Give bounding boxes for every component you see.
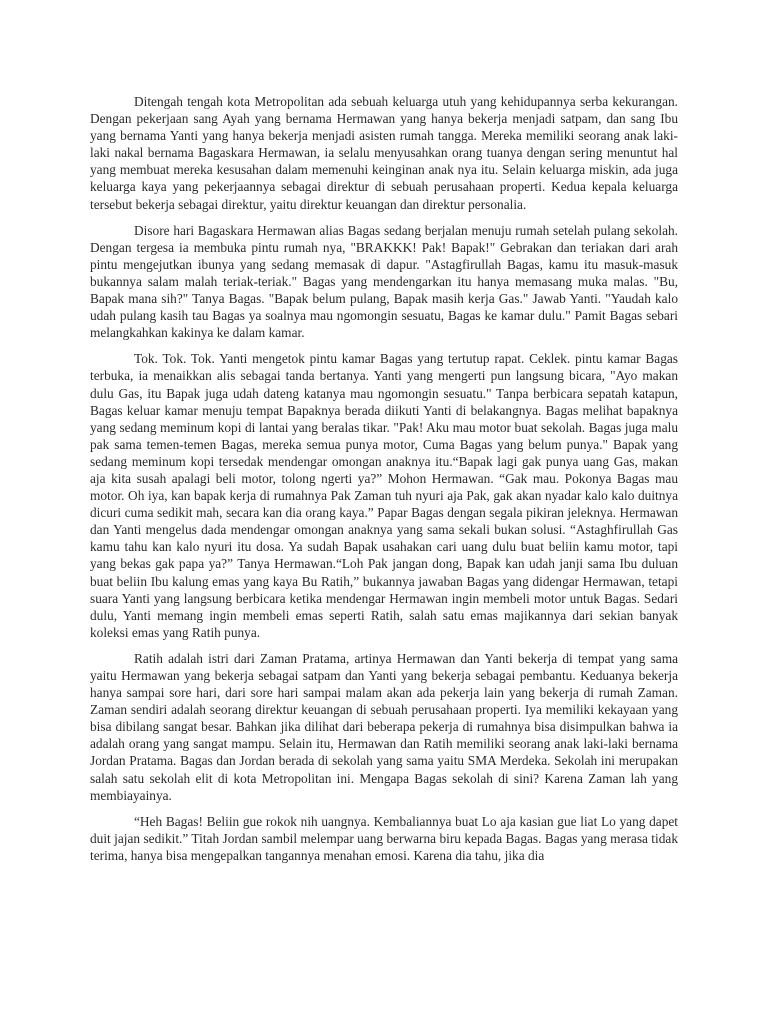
paragraph-4: Ratih adalah istri dari Zaman Pratama, artinya Hermawan dan Yanti bekerja di tempat yang sama yaitu Hermawan yang bekerja sebagai satpam dan Yanti yang bekerja sebagai pembantu. Keduanya bekerja hanya sampai sore hari, dari sore hari sampai malam akan ada pekerja lain yang bekerja di rumah Zaman. Zaman sendiri adalah seorang direktur keuangan di sebuah perusahaan properti. Iya memiliki kekayaan yang bisa dibilang sangat besar. Bahkan jika dilihat dari beberapa pekerja di rumahnya bisa disimpulkan bahwa ia adalah orang yang sangat mampu. Selain itu, Hermawan dan Ratih memiliki seorang anak laki-laki bernama Jordan Pratama. Bagas dan Jordan berada di sekolah yang sama yaitu SMA Merdeka. Sekolah ini merupakan salah satu sekolah elit di kota Metropolitan ini. Mengapa Bagas sekolah di sini? Karena Zaman lah yang membiayainya. bbox=[90, 650, 678, 803]
paragraph-5: “Heh Bagas! Beliin gue rokok nih uangnya. Kembaliannya buat Lo aja kasian gue liat Lo yang dapet duit jajan sedikit.” Titah Jordan sambil melempar uang berwarna biru kepada Bagas. Bagas yang merasa tidak terima, hanya bisa mengepalkan tangannya menahan emosi. Karena dia tahu, jika dia bbox=[90, 813, 678, 863]
document-body bbox=[90, 93, 678, 873]
paragraph-3: Tok. Tok. Tok. Yanti mengetok pintu kamar Bagas yang tertutup rapat. Ceklek. pintu kamar Bagas terbuka, ia menaikkan alis sebagai tanda bertanya. Yanti yang mengerti pun langsung bicara, "Ayo makan dulu Gas, itu Bapak juga udah dateng katanya mau ngomongin sesuatu." Tanpa berbicara sepatah katapun, Bagas keluar kamar menuju tempat Bapaknya berada diikuti Yanti di belakangnya. Bagas melihat bapaknya yang sedang meminum kopi di lantai yang beralas tikar. "Pak! Aku mau motor buat sekolah. Bagas juga malu pak sama temen-temen Bagas, mereka semua punya motor, Cuma Bagas yang belum punya." Bapak yang sedang meminum kopi tersedak mendengar omongan anaknya itu.“Bapak lagi gak punya uang Gas, makan aja kita susah apalagi beli motor, tolong ngerti ya?” Mohon Hermawan. “Gak mau. Pokonya Bagas mau motor. Oh iya, kan bapak kerja di rumahnya Pak Zaman tuh nyuri aja Pak, gak akan nyadar kalo kalo duitnya dicuri cuma sedikit mah, secara kan dia orang kaya.” Papar Bagas dengan segala pikiran jeleknya. Hermawan dan Yanti mengelus dada mendengar omongan anaknya yang sama sekali bukan solusi. “Astaghfirullah Gas kamu tahu kan kalo nyuri itu dosa. Ya sudah Bapak usahakan cari uang dulu buat beliin kamu motor, tapi yang bekas gak papa ya?” Tanya Hermawan.“Loh Pak jangan dong, Bapak kan udah janji sama Ibu duluan buat beliin Ibu kalung emas yang kaya Bu Ratih,” bukannya jawaban Bagas yang didengar Hermawan, tetapi suara Yanti yang langsung berbicara ketika mendengar Hermawan ingin membeli motor untuk Bagas. Sedari dulu, Yanti memang ingin membeli emas seperti Ratih, salah satu emas majikannya dari sekian banyak koleksi emas yang Ratih punya. bbox=[90, 351, 678, 640]
paragraph-1: Ditengah tengah kota Metropolitan ada sebuah keluarga utuh yang kehidupannya serba kekurangan. Dengan pekerjaan sang Ayah yang bernama Hermawan yang hanya bekerja menjadi satpam, dan sang Ibu yang bernama Yanti yang hanya bekerja menjadi asisten rumah tangga. Mereka memiliki seorang anak laki-laki nakal bernama Bagaskara Hermawan, ia selalu menyusahkan orang tuanya dengan sering menuntut hal yang membuat mereka kesusahan dalam memenuhi keinginan anak nya itu. Selain keluarga miskin, ada juga keluarga kaya yang pekerjaannya sebagai direktur di sebuah perusahaan properti. Kedua kepala keluarga tersebut bekerja sebagai direktur, yaitu direktur keuangan dan direktur personalia. bbox=[90, 94, 678, 212]
paragraph-2: Disore hari Bagaskara Hermawan alias Bagas sedang berjalan menuju rumah setelah pulang sekolah. Dengan tergesa ia membuka pintu rumah nya, "BRAKKK! Pak! Bapak!" Gebrakan dan teriakan dari arah pintu mengejutkan ibunya yang sedang memasak di dapur. "Astagfirullah Bagas, kamu itu masuk-masuk bukannya salam malah teriak-teriak." Bagas yang mendengarkan itu hanya memasang muka malas. "Bu, Bapak mana sih?" Tanya Bagas. "Bapak belum pulang, Bapak masih kerja Gas." Jawab Yanti. "Yaudah kalo udah pulang kasih tau Bagas ya soalnya mau ngomongin sesuatu, Bagas ke kamar dulu." Pamit Bagas sebari melangkahkan kakinya ke dalam kamar. bbox=[90, 222, 678, 341]
